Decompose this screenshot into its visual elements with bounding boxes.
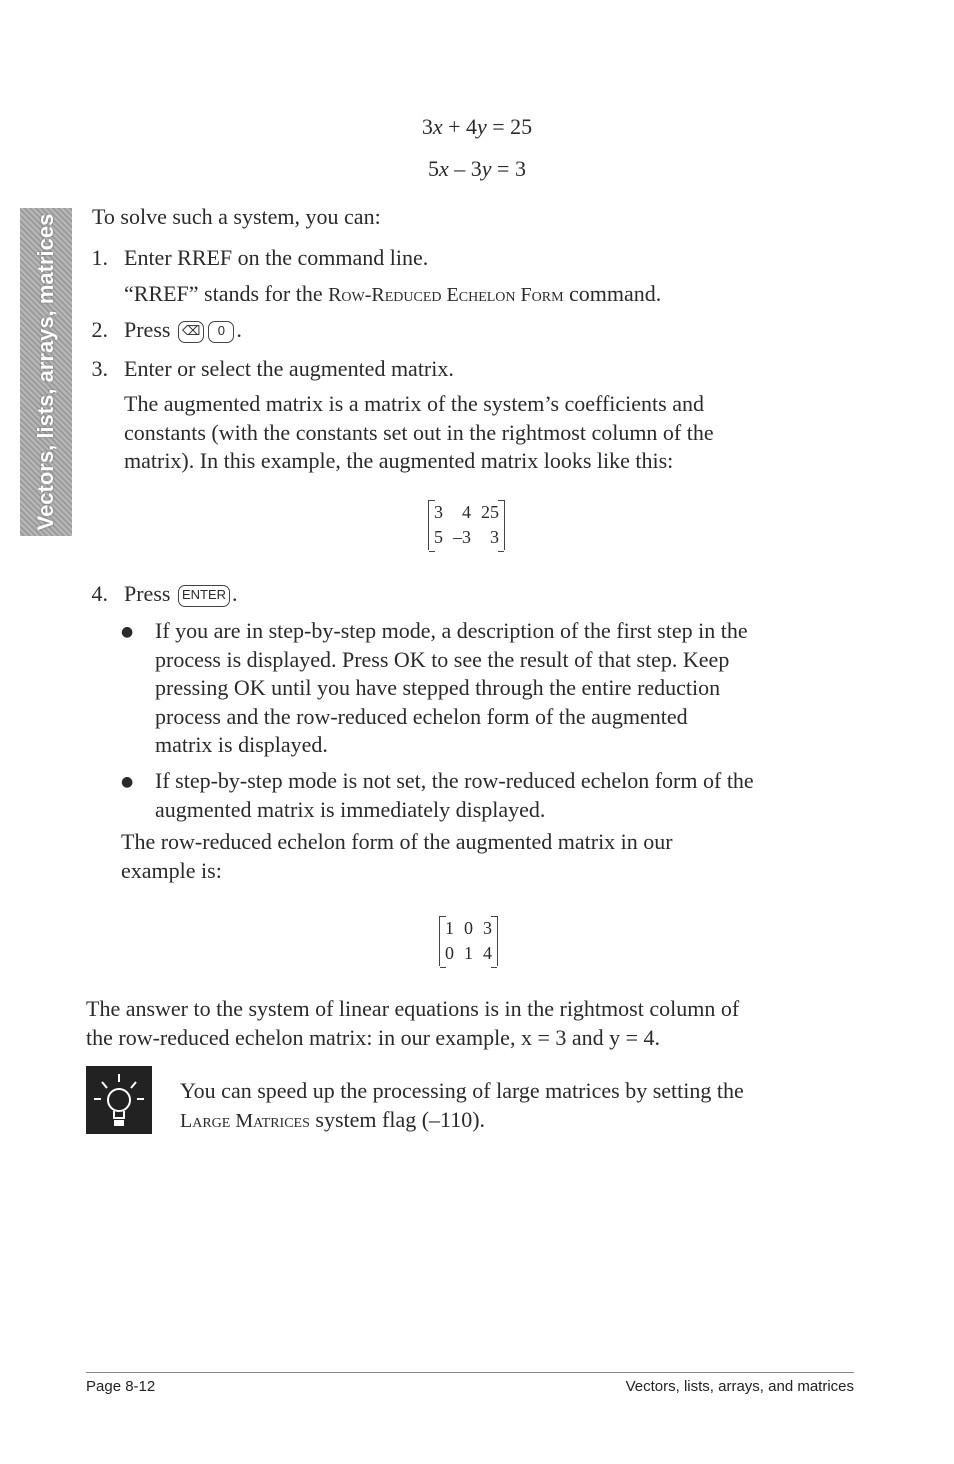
lightbulb-tip-icon (86, 1066, 152, 1134)
matrix-cell: 5 (434, 527, 443, 547)
footer-chapter-title: Vectors, lists, arrays, and matrices (625, 1378, 854, 1395)
augmented-description: The augmented matrix is a matrix of the system’s coefficients and constants (with the constants set out in the rightmost column of the matrix). In this example, the augmented matrix looks like this: (124, 391, 714, 473)
matrix-cell: 25 (481, 502, 499, 522)
rref-matrix (439, 916, 498, 966)
step-text: Enter RREF on the command line. (124, 245, 429, 270)
footer-rule (86, 1372, 854, 1373)
matrix-cell: 3 (483, 918, 492, 938)
footer-page-number: Page 8-12 (86, 1378, 156, 1395)
matrix-cell: 0 (464, 918, 473, 938)
answer-text: The answer to the system of linear equations is in the rightmost column of the row-reduced echelon matrix: in our example, x = 3 and y = 4. (86, 996, 740, 1050)
matrix-cell: 3 (434, 502, 443, 522)
matrix-cell: –3 (453, 527, 471, 547)
step-number: 1. (91, 245, 108, 270)
chapter-side-tab (20, 208, 72, 536)
result-description: The row-reduced echelon form of the augmented matrix in our example is: (121, 829, 673, 883)
left-shift-key-icon: ⌫ (178, 321, 204, 343)
bullet-icon: ● (121, 774, 134, 790)
enter-key-icon: ENTER (178, 585, 230, 607)
chapter-side-tab-label: Vectors, lists, arrays, matrices (33, 213, 58, 531)
intro-text: To solve such a system, you can: (92, 204, 381, 229)
step-number: 4. (91, 581, 108, 606)
bullet-text: If you are in step-by-step mode, a description of the first step in the process is displayed. Press OK to see the result of that step. Keep pressing OK until you have stepped through the entire reduction process and the row-reduced echelon form of the augmented matrix is displayed. (155, 618, 748, 757)
step-text: Press ⌫ 0 . (124, 317, 242, 342)
matrix-cell: 1 (445, 918, 454, 938)
matrix-cell: 3 (490, 527, 499, 547)
bullet-icon: ● (121, 624, 134, 640)
step-text: Press ENTER . (124, 581, 238, 606)
augmented-matrix (428, 500, 505, 550)
step-text: Enter or select the augmented matrix. (124, 356, 454, 381)
step-number: 3. (91, 356, 108, 381)
rref-note: “RREF” stands for the Row-Reduced Echelon Form command. (124, 281, 662, 306)
bullet-text: If step-by-step mode is not set, the row-reduced echelon form of the augmented matrix is immediately displayed. (155, 768, 754, 822)
matrix-cell: 1 (464, 943, 473, 963)
equation-1: 3x + 4y = 25 (421, 114, 533, 139)
equation-2: 5x – 3y = 3 (428, 156, 526, 181)
zero-key-icon: 0 (208, 321, 234, 343)
matrix-cell: 4 (483, 943, 492, 963)
matrix-cell: 4 (462, 502, 471, 522)
tip-text: You can speed up the processing of large matrices by setting the Large Matrices system flag (–110). (180, 1078, 744, 1132)
step-number: 2. (91, 317, 108, 342)
matrix-cell: 0 (445, 943, 454, 963)
